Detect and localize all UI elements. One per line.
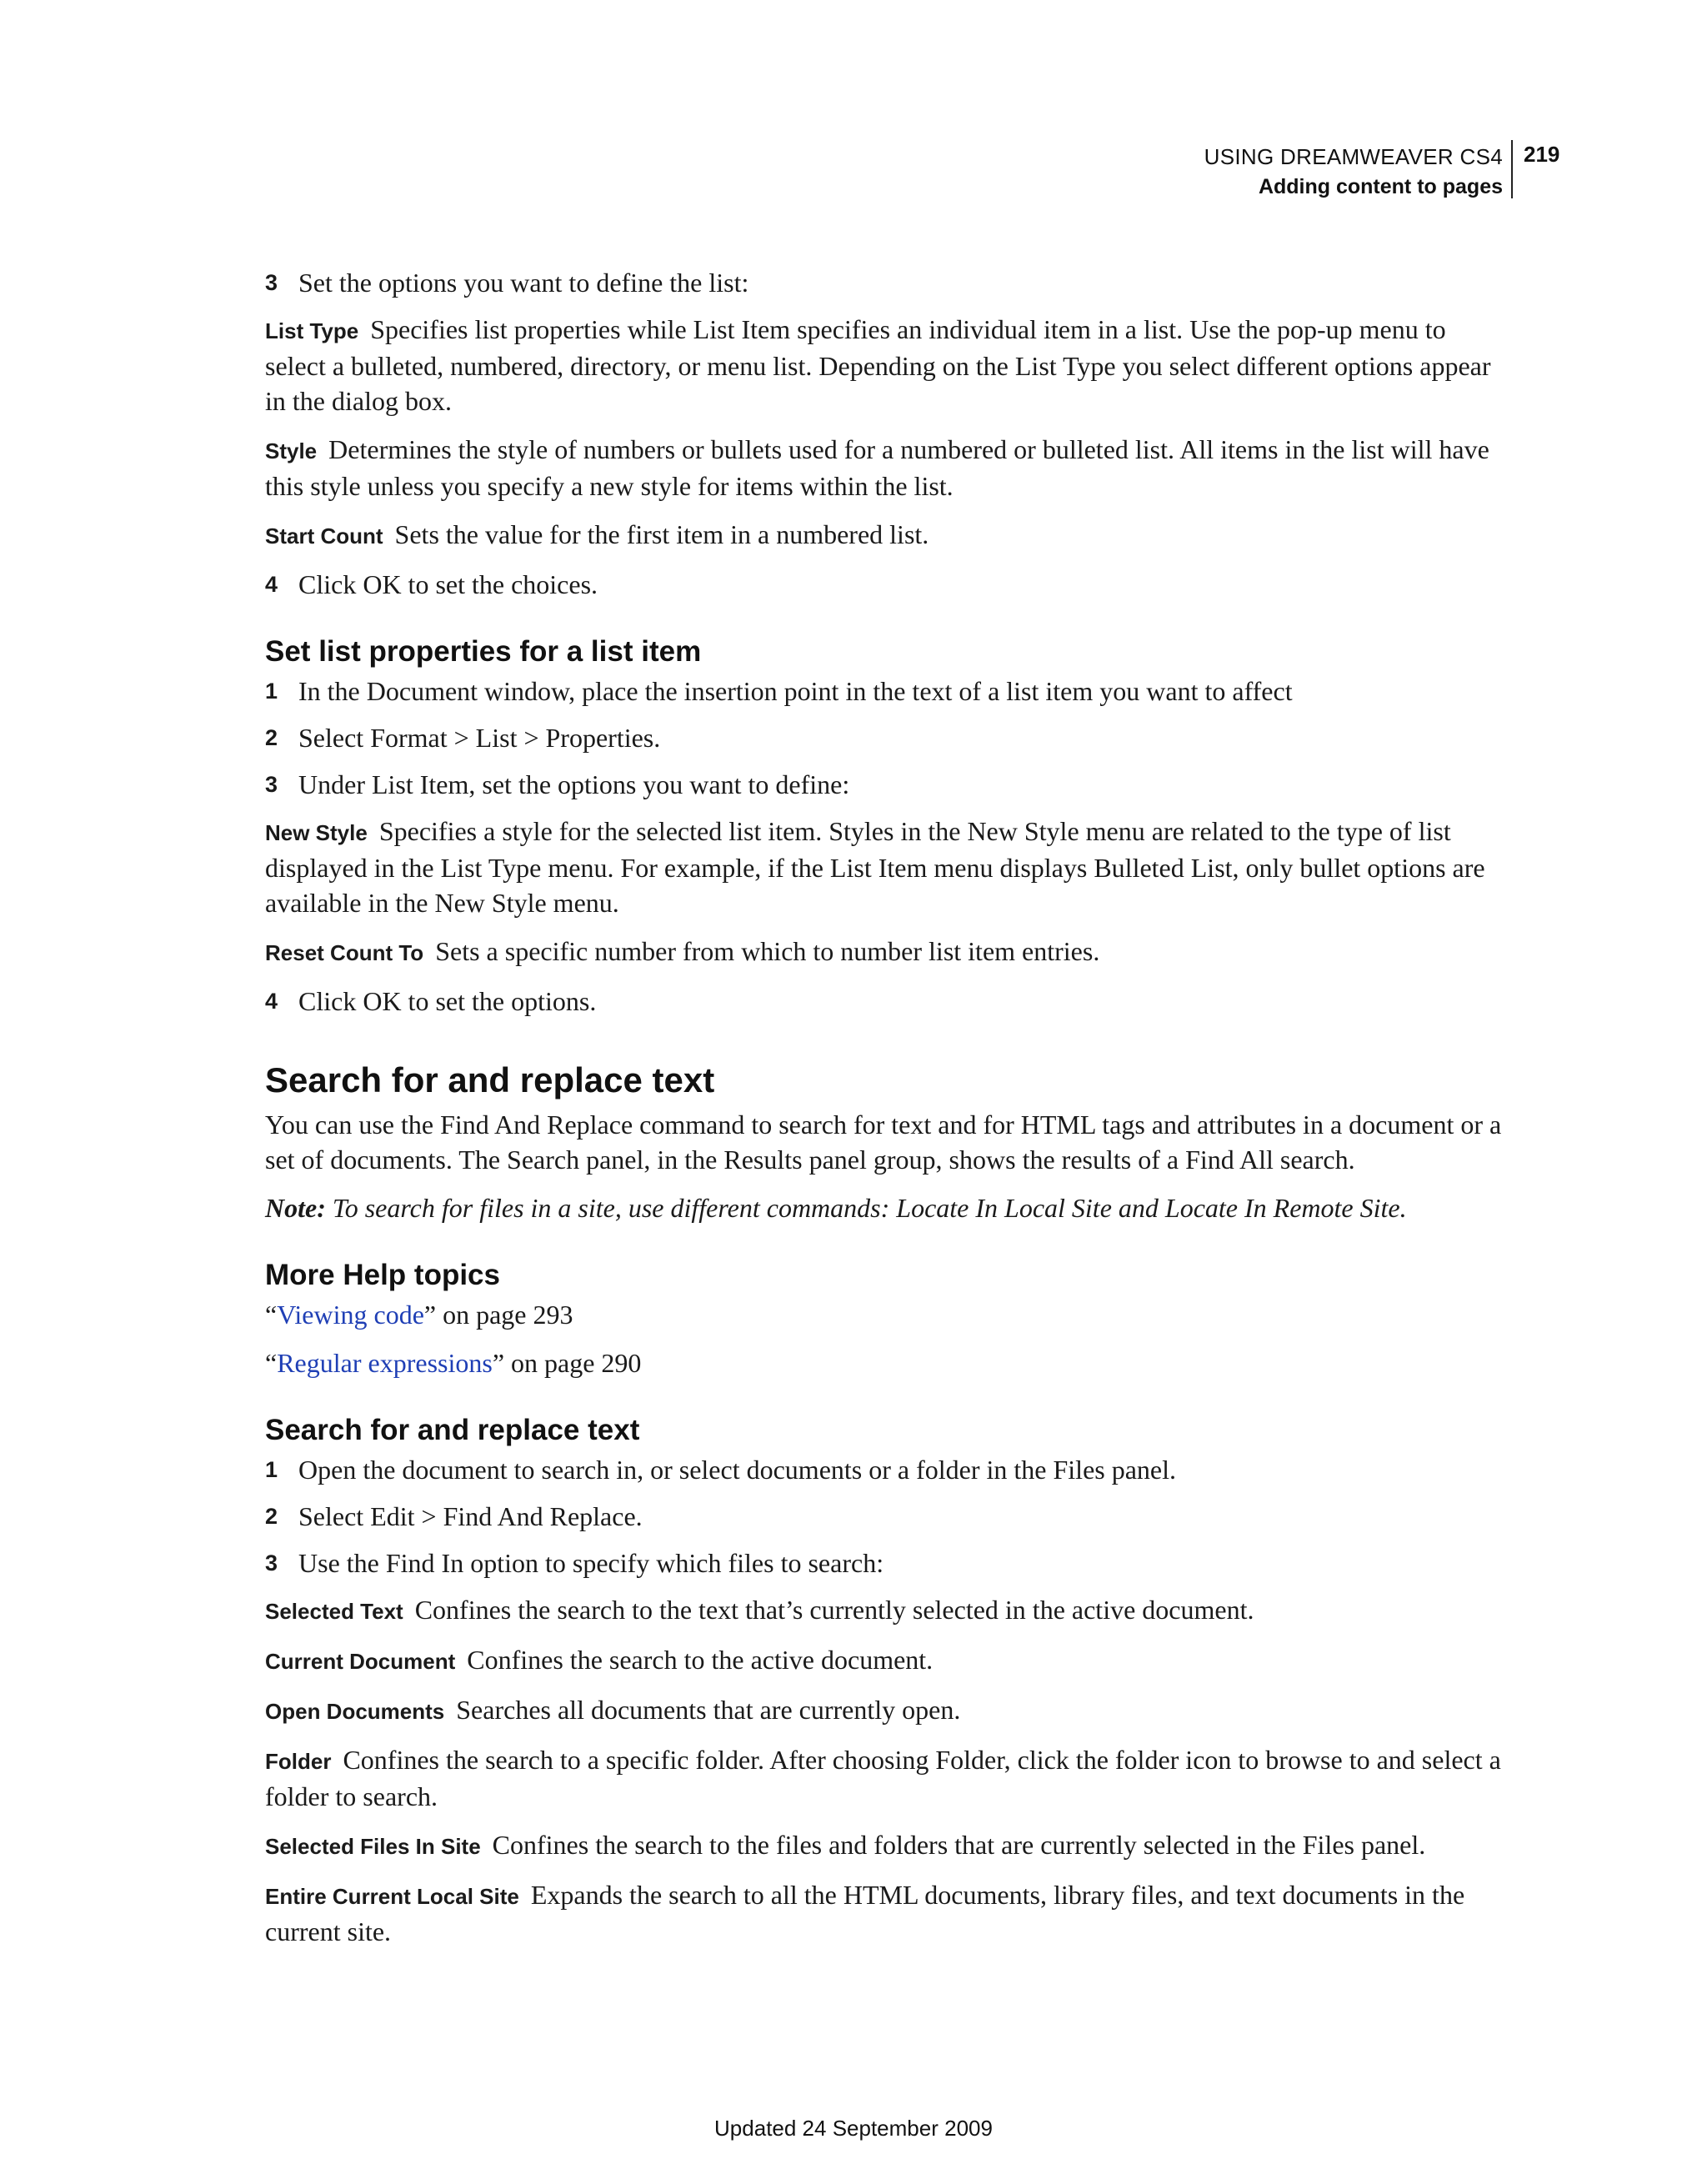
definition-text: Confines the search to the active document. bbox=[467, 1645, 934, 1675]
step-number: 3 bbox=[265, 772, 278, 797]
definition-term: Reset Count To bbox=[265, 940, 424, 965]
step-text: Select Edit > Find And Replace. bbox=[298, 1501, 643, 1531]
step bbox=[265, 984, 1507, 1019]
running-head-subtitle: Adding content to pages bbox=[1258, 175, 1503, 198]
section-heading: Set list properties for a list item bbox=[265, 635, 702, 668]
definition-text: Expands the search to all the HTML documents, library files, and text documents in the current site. bbox=[265, 1880, 1465, 1946]
step bbox=[265, 1499, 1507, 1534]
step-number: 2 bbox=[265, 1504, 278, 1529]
step-text: Use the Find In option to specify which files to search: bbox=[298, 1548, 884, 1578]
link-page-ref: ” on page 293 bbox=[423, 1300, 573, 1330]
definition-term: Folder bbox=[265, 1749, 332, 1774]
running-head-title: USING DREAMWEAVER CS4 bbox=[1204, 144, 1503, 169]
definition-term: Style bbox=[265, 438, 318, 463]
step-text: Set the options you want to define the list: bbox=[298, 268, 749, 298]
definition-text: Determines the style of numbers or bullets used for a numbered or bulleted list. All items in the list will have this style unless you specify a new style for items within the list. bbox=[265, 434, 1489, 501]
definition-text: Confines the search to the files and folders that are currently selected in the Files panel. bbox=[492, 1830, 1426, 1860]
definition-item bbox=[265, 934, 1507, 970]
definition-item bbox=[265, 517, 1507, 554]
definition-item bbox=[265, 1692, 1507, 1729]
help-link-item bbox=[265, 1345, 1507, 1380]
definition-item bbox=[265, 432, 1507, 503]
page-content bbox=[265, 265, 1507, 1962]
note-label: Note: bbox=[265, 1193, 326, 1223]
help-link-item bbox=[265, 1297, 1507, 1332]
step bbox=[265, 1545, 1507, 1580]
step-text: Open the document to search in, or select documents or a folder in the Files panel. bbox=[298, 1455, 1177, 1485]
running-head-divider bbox=[1511, 140, 1513, 198]
step bbox=[265, 567, 1507, 602]
definition-text: Specifies a style for the selected list item. Styles in the New Style menu are related to the type of list displayed in the List Type menu. For example, if the List Item menu displays Bulleted List, only bullet options are available in the New Style menu. bbox=[265, 816, 1485, 918]
help-link-viewing-code[interactable]: Viewing code bbox=[277, 1300, 424, 1330]
definition-item bbox=[265, 1642, 1507, 1679]
intro-paragraph: You can use the Find And Replace command to search for text and for HTML tags and attributes in a document or a set of documents. The Search panel, in the Results panel group, shows the results of a Find All search. bbox=[265, 1110, 1502, 1175]
definition-text: Sets the value for the first item in a numbered list. bbox=[394, 519, 929, 549]
step-number: 4 bbox=[265, 989, 278, 1014]
link-page-ref: ” on page 290 bbox=[492, 1348, 642, 1378]
help-link-regular-expressions[interactable]: Regular expressions bbox=[277, 1348, 493, 1378]
definition-item bbox=[265, 1877, 1507, 1949]
step-number: 1 bbox=[265, 1457, 278, 1482]
step-text: Under List Item, set the options you want to define: bbox=[298, 769, 850, 799]
quote-open: “ bbox=[265, 1348, 278, 1378]
definition-text: Sets a specific number from which to number list item entries. bbox=[435, 936, 1100, 966]
step-number: 4 bbox=[265, 572, 278, 597]
definition-text: Confines the search to the text that’s currently selected in the active document. bbox=[414, 1595, 1254, 1625]
running-head bbox=[1204, 142, 1503, 202]
major-heading: Search for and replace text bbox=[265, 1060, 715, 1100]
step-number: 1 bbox=[265, 679, 278, 704]
step bbox=[265, 720, 1507, 755]
definition-item bbox=[265, 1827, 1507, 1864]
definition-term: New Style bbox=[265, 820, 368, 845]
step bbox=[265, 265, 1507, 300]
definition-text: Specifies list properties while List Item specifies an individual item in a list. Use the pop-up menu to select a bulleted, numbered, directory, or menu list. Depending on the List Type you select different options appear in the dialog box. bbox=[265, 314, 1491, 416]
definition-term: Open Documents bbox=[265, 1699, 445, 1724]
step-text: Click OK to set the options. bbox=[298, 986, 597, 1016]
definition-term: List Type bbox=[265, 318, 359, 343]
step-number: 2 bbox=[265, 725, 278, 750]
definition-term: Start Count bbox=[265, 523, 383, 549]
help-heading: More Help topics bbox=[265, 1259, 500, 1291]
definition-item bbox=[265, 1592, 1507, 1629]
definition-text: Confines the search to a specific folder. After choosing Folder, click the folder icon to browse to and select a folder to search. bbox=[265, 1745, 1501, 1811]
definition-item bbox=[265, 814, 1507, 920]
definition-term: Selected Files In Site bbox=[265, 1834, 481, 1859]
definition-text: Searches all documents that are currently open. bbox=[456, 1695, 961, 1725]
definition-term: Current Document bbox=[265, 1649, 456, 1674]
section-heading: Search for and replace text bbox=[265, 1414, 640, 1446]
definition-term: Entire Current Local Site bbox=[265, 1884, 519, 1909]
page-footer: Updated 24 September 2009 bbox=[714, 2116, 993, 2141]
step bbox=[265, 767, 1507, 802]
step bbox=[265, 1452, 1507, 1487]
step-number: 3 bbox=[265, 1550, 278, 1575]
definition-item bbox=[265, 312, 1507, 418]
definition-item bbox=[265, 1742, 1507, 1814]
step-text: Select Format > List > Properties. bbox=[298, 723, 661, 753]
page-number: 219 bbox=[1524, 142, 1560, 167]
step bbox=[265, 674, 1507, 709]
definition-term: Selected Text bbox=[265, 1599, 403, 1624]
step-number: 3 bbox=[265, 270, 278, 295]
quote-open: “ bbox=[265, 1300, 278, 1330]
step-text: In the Document window, place the insertion point in the text of a list item you want to affect bbox=[298, 676, 1293, 706]
note bbox=[265, 1190, 1507, 1225]
note-text: To search for files in a site, use different commands: Locate In Local Site and Locate In Remote Site. bbox=[332, 1193, 1407, 1223]
step-text: Click OK to set the choices. bbox=[298, 569, 598, 599]
